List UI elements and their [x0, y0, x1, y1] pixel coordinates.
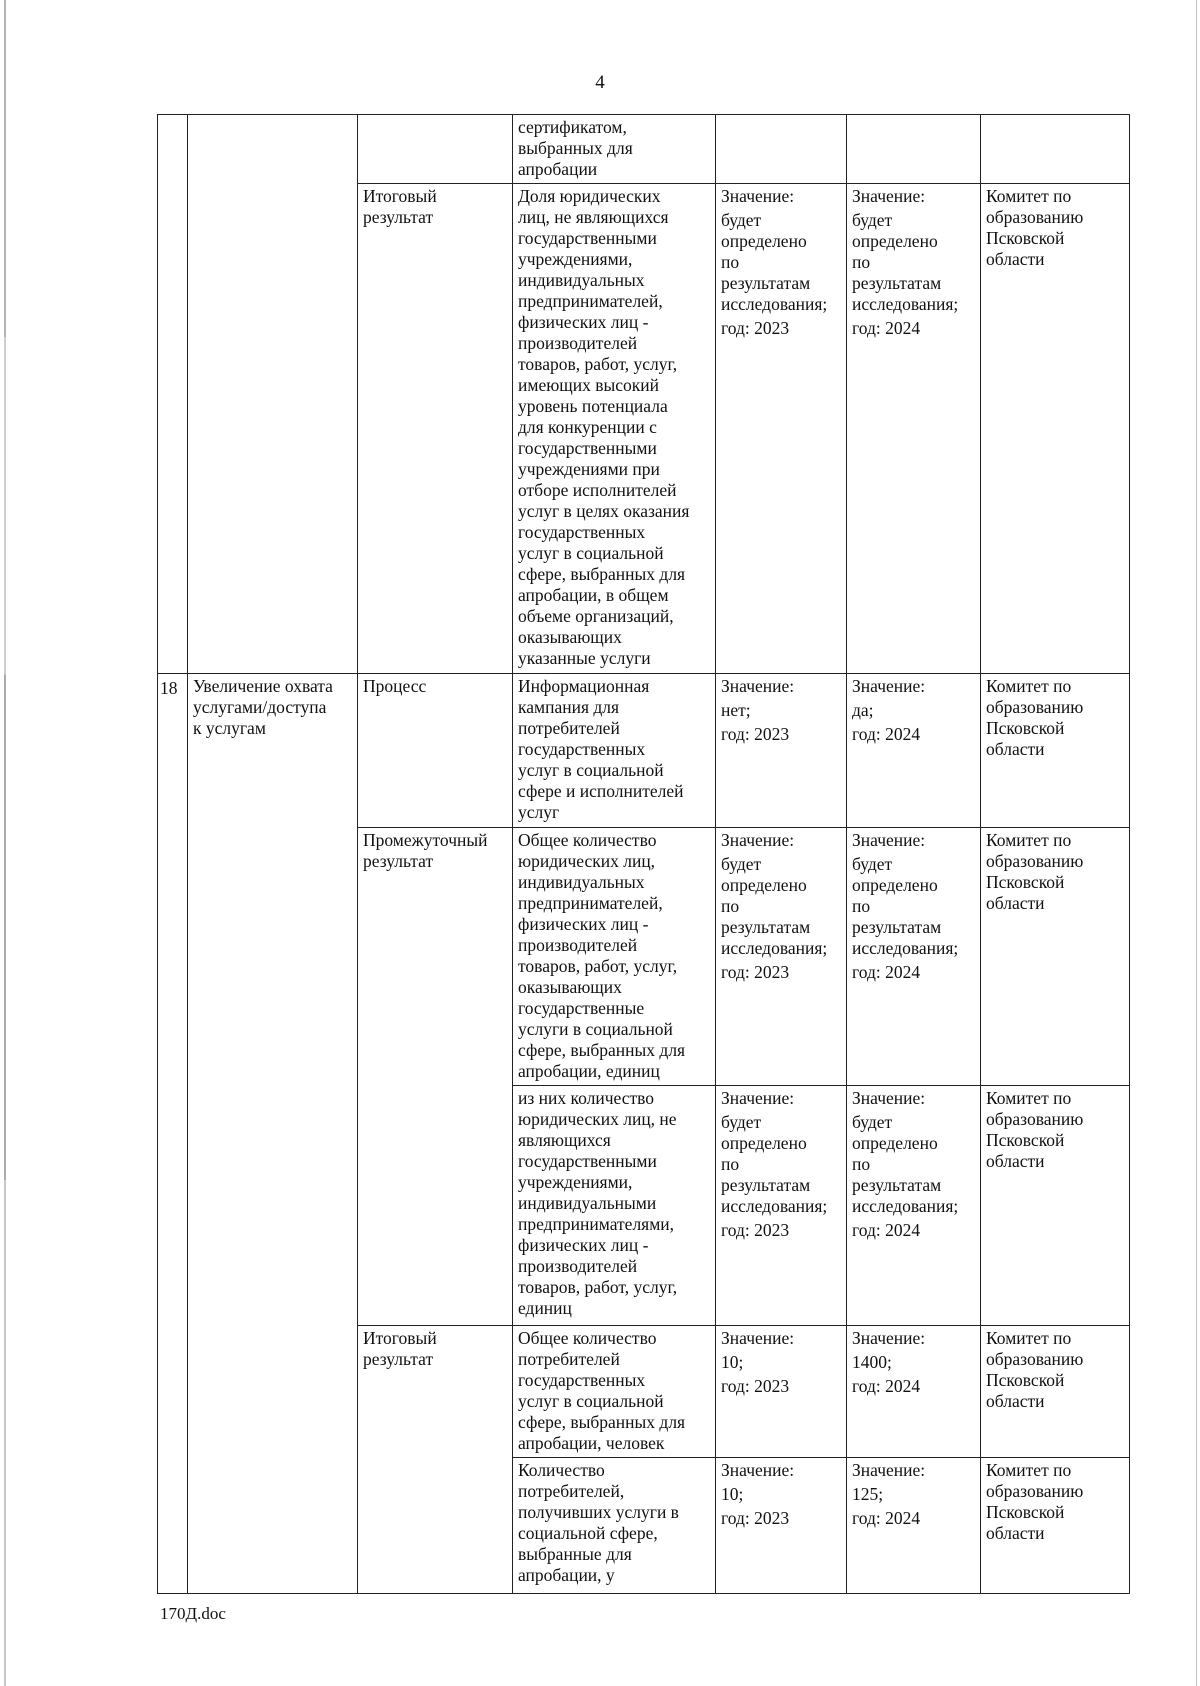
- indicator-cell: сертификатом, выбранных для апробации: [513, 115, 716, 184]
- value-2023-cell: [716, 674, 847, 828]
- indicator-cell: Количество потребителей, получивших услуги в социальной сфере, выбранные для апробации, у: [513, 1458, 716, 1594]
- value-text: 125;: [852, 1484, 884, 1504]
- value-label: Значение:: [721, 1460, 795, 1480]
- stage-cell: Итоговый результат: [358, 184, 513, 674]
- value-year: год: 2023: [721, 1508, 790, 1528]
- value-2024-cell: [847, 184, 981, 674]
- document-footer: 170Д.doc: [160, 1604, 226, 1623]
- value-year: год: 2023: [721, 1220, 790, 1240]
- indicator-cell: Доля юридических лиц, не являющихся государственными учреждениями, индивидуальных предпринимателей, физических лиц - производителей товаров, работ, услуг, имеющих высокий уровень потенциала для конкуренции с государственными учреждениями при отборе исполнителей услуг в целях оказания государственных услуг в социальной сфере, выбранных для апробации, в общем объеме организаций, оказывающих указанные услуги: [513, 184, 716, 674]
- responsible-cell: Комитет по образованию Псковской области: [981, 184, 1130, 674]
- value-text: будет определено по результатам исследования;: [852, 210, 959, 314]
- value-year: год: 2023: [721, 318, 790, 338]
- value-text: 1400;: [852, 1352, 892, 1372]
- value-2024-cell: [847, 115, 981, 184]
- value-label: Значение:: [721, 1328, 795, 1348]
- value-text: 10;: [721, 1352, 744, 1372]
- value-2023-cell: [716, 1086, 847, 1326]
- value-label: Значение:: [852, 1088, 926, 1108]
- responsible-cell: Комитет по образованию Псковской области: [981, 1326, 1130, 1458]
- value-year: год: 2024: [852, 962, 921, 982]
- value-2024-cell: [847, 828, 981, 1086]
- responsible-cell: [981, 115, 1130, 184]
- value-2023-cell: [716, 1326, 847, 1458]
- value-label: Значение:: [852, 1328, 926, 1348]
- value-text: будет определено по результатам исследования;: [852, 854, 959, 958]
- responsible-cell: Комитет по образованию Псковской области: [981, 1458, 1130, 1594]
- value-text: будет определено по результатам исследования;: [721, 1112, 828, 1216]
- stage-cell: Итоговый результат: [358, 1326, 513, 1594]
- task-cell: Увеличение охвата услугами/доступа к услугам: [188, 674, 358, 1594]
- value-year: год: 2024: [852, 1376, 921, 1396]
- value-label: Значение:: [852, 676, 926, 696]
- value-text: 10;: [721, 1484, 744, 1504]
- value-year: год: 2023: [721, 724, 790, 744]
- row-number-cell: 18: [158, 674, 188, 1594]
- value-text: будет определено по результатам исследования;: [721, 210, 828, 314]
- value-text: нет;: [721, 700, 751, 720]
- value-2024-cell: [847, 1458, 981, 1594]
- value-2024-cell: [847, 1326, 981, 1458]
- value-year: год: 2024: [852, 1508, 921, 1528]
- value-2024-cell: [847, 674, 981, 828]
- value-text: будет определено по результатам исследования;: [721, 854, 828, 958]
- table-row: [158, 115, 1130, 184]
- indicator-cell: Общее количество потребителей государственных услуг в социальной сфере, выбранных для апробации, человек: [513, 1326, 716, 1458]
- indicator-cell: Общее количество юридических лиц, индивидуальных предпринимателей, физических лиц - производителей товаров, работ, услуг, оказывающих государственные услуги в социальной сфере, выбранных для апробации, единиц: [513, 828, 716, 1086]
- value-year: год: 2024: [852, 724, 921, 744]
- value-year: год: 2024: [852, 318, 921, 338]
- page-number: 4: [595, 72, 605, 93]
- value-label: Значение:: [721, 830, 795, 850]
- value-label: Значение:: [852, 1460, 926, 1480]
- value-year: год: 2023: [721, 1376, 790, 1396]
- stage-cell: Промежуточный результат: [358, 828, 513, 1326]
- value-label: Значение:: [852, 830, 926, 850]
- indicator-cell: Информационная кампания для потребителей государственных услуг в социальной сфере и исполнителей услуг: [513, 674, 716, 828]
- scan-edge-right: [1196, 0, 1197, 1686]
- scan-edge-left: [4, 0, 6, 1686]
- value-label: Значение:: [721, 1088, 795, 1108]
- stage-cell: [358, 115, 513, 184]
- responsible-cell: Комитет по образованию Псковской области: [981, 828, 1130, 1086]
- responsible-cell: Комитет по образованию Псковской области: [981, 1086, 1130, 1326]
- row-number-cell: [158, 115, 188, 674]
- value-2023-cell: [716, 828, 847, 1086]
- value-2023-cell: [716, 1458, 847, 1594]
- value-label: Значение:: [852, 186, 926, 206]
- indicators-table: [157, 114, 1130, 1594]
- value-year: год: 2024: [852, 1220, 921, 1240]
- value-year: год: 2023: [721, 962, 790, 982]
- value-2023-cell: [716, 184, 847, 674]
- value-label: Значение:: [721, 676, 795, 696]
- table-row: [158, 674, 1130, 828]
- task-cell: [188, 115, 358, 674]
- indicator-cell: из них количество юридических лиц, не являющихся государственными учреждениями, индивидуальными предпринимателями, физических лиц - производителей товаров, работ, услуг, единиц: [513, 1086, 716, 1326]
- value-2024-cell: [847, 1086, 981, 1326]
- value-2023-cell: [716, 115, 847, 184]
- responsible-cell: Комитет по образованию Псковской области: [981, 674, 1130, 828]
- stage-cell: Процесс: [358, 674, 513, 828]
- value-label: Значение:: [721, 186, 795, 206]
- value-text: да;: [852, 700, 874, 720]
- value-text: будет определено по результатам исследования;: [852, 1112, 959, 1216]
